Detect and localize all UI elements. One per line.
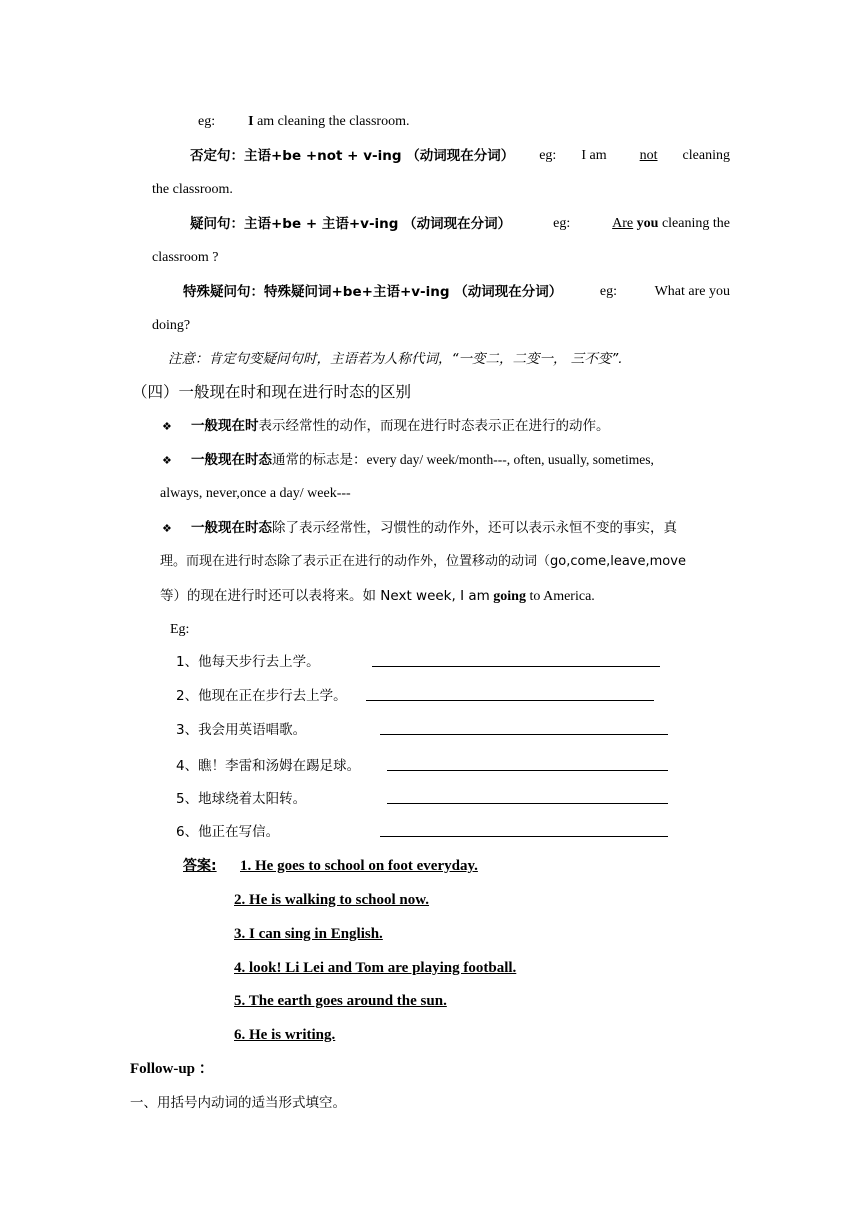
answer-blank[interactable] <box>387 789 668 804</box>
bullet-3-going: going <box>493 589 526 604</box>
answer-blank[interactable] <box>380 822 668 837</box>
bullet-3-line-2: 理。而现在进行时态除了表示正在进行的动作外，位置移动的动词（go,come,leave,move <box>160 554 686 569</box>
answer-blank[interactable] <box>380 720 668 735</box>
answer-item: 6. He is writing. <box>234 1027 336 1043</box>
negative-not: not <box>639 148 658 163</box>
eg-label: eg: <box>599 284 617 299</box>
question-cont: classroom ? <box>152 250 219 265</box>
exercise-item: 1、他每天步行去上学。 <box>176 654 320 670</box>
section-title: （四）一般现在时和现在进行时态的区别 <box>132 383 412 401</box>
answer-item: 3. I can sing in English. <box>234 926 383 942</box>
negative-rule: 否定句：主语+be +not + v-ing （动词现在分词） <box>190 148 515 164</box>
diamond-bullet-icon: ❖ <box>162 421 172 433</box>
question-line <box>190 214 730 234</box>
exercise-item: 3、我会用英语唱歌。 <box>176 722 307 738</box>
example-rest: am cleaning the classroom. <box>257 114 410 129</box>
bullet-3 <box>191 518 677 538</box>
exercise-item: 4、瞧！李雷和汤姆在踢足球。 <box>176 758 361 774</box>
answer-blank[interactable] <box>366 686 654 701</box>
follow-up-heading: Follow-up ： <box>130 1061 214 1077</box>
question-example <box>612 214 730 234</box>
answer-blank[interactable] <box>372 652 660 667</box>
eg-label: eg: <box>553 216 571 231</box>
task-instruction: 一、用括号内动词的适当形式填空。 <box>130 1095 346 1111</box>
bullet-3-text: 除了表示经常性，习惯性的动作外，还可以表示永恒不变的事实，真 <box>272 520 677 536</box>
wh-question-example: What are you <box>654 284 730 299</box>
exercise-item: 5、地球绕着太阳转。 <box>176 791 307 807</box>
bullet-2-term: 一般现在时态 <box>191 452 272 468</box>
answer-item: 2. He is walking to school now. <box>234 892 430 908</box>
answer-item: 4. look! Li Lei and Tom are playing football. <box>234 960 517 976</box>
answer-item: 1. He goes to school on foot everyday. <box>240 858 478 874</box>
question-are: Are <box>612 216 634 231</box>
question-you: you <box>636 216 659 231</box>
bullet-1-text: 表示经常性的动作，而现在进行时态表示正在进行的动作。 <box>258 418 610 434</box>
answer-label: 答案: <box>183 858 217 874</box>
bullet-3-line-3a: 等）的现在进行时还可以表将来。如 Next week, I am <box>160 588 490 604</box>
note: 注意：肯定句变疑问句时，主语若为人称代词，“一变二，二变一， 三不变”. <box>168 351 623 367</box>
answer-item: 5. The earth goes around the sun. <box>234 993 447 1009</box>
bullet-1 <box>191 416 610 436</box>
exercise-item: 6、他正在写信。 <box>176 824 280 840</box>
answer-blank[interactable] <box>387 756 668 771</box>
example-line <box>198 112 409 132</box>
eg-section-label: Eg: <box>170 622 190 637</box>
wh-question-line <box>183 282 730 302</box>
bullet-2-cont: always, never,once a day/ week--- <box>160 486 351 501</box>
bullet-3-line-3c: to America. <box>529 589 595 604</box>
wh-question-cont: doing? <box>152 318 191 333</box>
bullet-1-term: 一般现在时 <box>191 418 259 434</box>
bullet-2 <box>191 450 730 471</box>
diamond-bullet-icon: ❖ <box>162 455 172 467</box>
bullet-3-line-3 <box>160 586 595 607</box>
subject-i: I <box>248 114 254 129</box>
eg-label: eg: <box>198 114 216 129</box>
exercise-item: 2、他现在正在步行去上学。 <box>176 688 347 704</box>
bullet-3-term: 一般现在时态 <box>191 520 272 536</box>
eg-label: eg: <box>539 148 557 163</box>
negative-cleaning: cleaning <box>682 148 730 163</box>
question-rule: 疑问句：主语+be + 主语+v-ing （动词现在分词） <box>190 216 512 232</box>
negative-cont: the classroom. <box>152 182 233 197</box>
bullet-2-text: 通常的标志是：every day/ week/month---, often, usually, sometimes, <box>272 452 654 467</box>
wh-question-rule: 特殊疑问句：特殊疑问词+be+主语+v-ing （动词现在分词） <box>183 284 563 300</box>
question-rest: cleaning the <box>661 216 730 231</box>
negative-line <box>190 146 730 166</box>
diamond-bullet-icon: ❖ <box>162 523 172 535</box>
negative-i-am: I am <box>581 148 607 163</box>
